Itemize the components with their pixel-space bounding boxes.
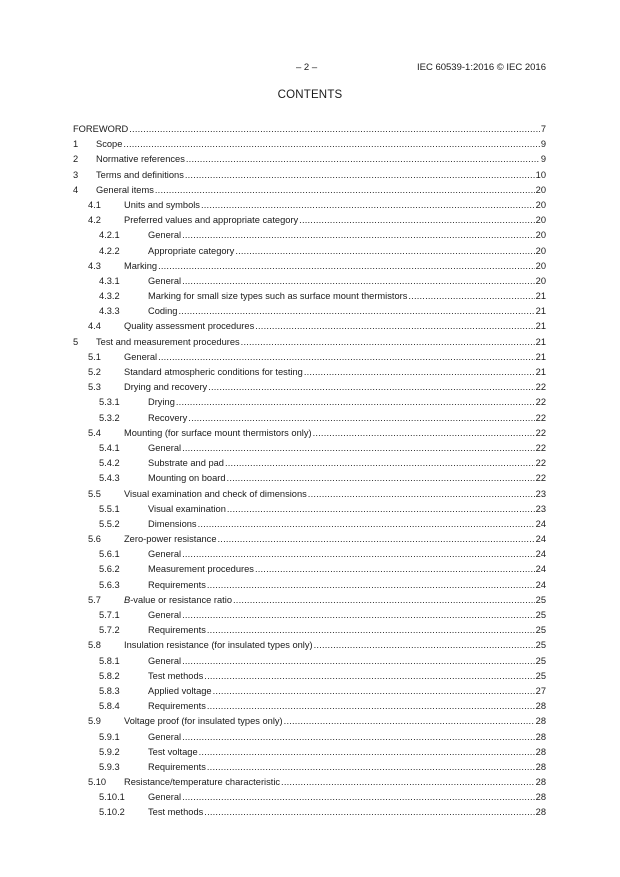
toc-entry-title (148, 790, 182, 805)
toc-leader-dots (308, 487, 535, 502)
toc-entry-title-text: Visual examination (148, 503, 226, 514)
toc-leader-dots (182, 547, 535, 562)
toc-entry-page: 9 (540, 139, 546, 150)
toc-entry-number: 5.10.1 (99, 792, 125, 803)
toc-entry-page: 24 (535, 518, 546, 529)
toc-entry-title-text: Quality assessment procedures (124, 321, 255, 332)
toc-entry-title (148, 805, 204, 820)
toc-entry[interactable] (73, 122, 546, 137)
toc-entry-title (148, 654, 182, 669)
toc-entry-number: 5.10.2 (99, 807, 125, 818)
toc-entry-title (148, 304, 178, 319)
toc-entry-number: 4.2.1 (99, 230, 120, 241)
toc-entry-title-text: Measurement procedures (148, 564, 254, 575)
toc-leader-dots (281, 775, 535, 790)
toc-entry-title (96, 152, 186, 167)
toc-entry-number: 5.5 (88, 488, 101, 499)
toc-entry-title (148, 441, 182, 456)
toc-entry-title (124, 714, 284, 729)
toc-entry-page: 23 (535, 503, 546, 514)
toc-entry-number: 4.4 (88, 321, 101, 332)
toc-entry[interactable] (73, 213, 546, 228)
toc-entry[interactable] (73, 365, 546, 380)
toc-entry[interactable] (73, 228, 546, 243)
toc-entry[interactable] (73, 669, 546, 684)
toc-entry-number: 4.3.2 (99, 291, 120, 302)
toc-entry[interactable] (73, 638, 546, 653)
toc-entry-number: 5.7 (88, 594, 101, 605)
toc-leader-dots (182, 441, 535, 456)
toc-entry-number: 5.10 (88, 777, 107, 788)
toc-entry-page: 28 (535, 761, 546, 772)
toc-entry-title (124, 259, 158, 274)
toc-entry[interactable] (73, 775, 546, 790)
toc-leader-dots (178, 304, 534, 319)
toc-entry-number: 5.6.1 (99, 549, 120, 560)
toc-entry-page: 28 (535, 731, 546, 742)
toc-entry-page: 21 (535, 336, 546, 347)
toc-entry-title (73, 122, 129, 137)
toc-entry-title-text: General (148, 792, 182, 803)
toc-entry[interactable] (73, 183, 546, 198)
toc-entry-page: 21 (535, 306, 546, 317)
toc-entry-title-text: General (148, 442, 182, 453)
toc-entry-number: 5.5.1 (99, 503, 120, 514)
toc-entry-page: 22 (535, 427, 546, 438)
toc-entry-number: 5.7.1 (99, 610, 120, 620)
toc-entry-page: 25 (535, 670, 546, 681)
toc-entry-title-text: Visual examination and check of dimensions (124, 488, 307, 499)
toc-entry-number: 5.1 (88, 351, 101, 362)
toc-entry-title (124, 365, 304, 380)
toc-entry-title-text: Normative references (96, 154, 185, 165)
toc-entry[interactable] (73, 456, 546, 471)
toc-entry-number: 5.9.2 (99, 746, 120, 757)
toc-entry-title-text: Requirements (148, 761, 206, 772)
toc-entry-page: 24 (535, 564, 546, 575)
toc-entry-page: 22 (535, 458, 546, 469)
toc-entry-title (148, 623, 207, 638)
toc-entry-page: 25 (535, 594, 546, 605)
toc-entry[interactable] (73, 593, 546, 608)
toc-entry[interactable] (73, 426, 546, 441)
toc-entry-page: 20 (535, 215, 546, 226)
toc-entry-title (148, 228, 182, 243)
toc-leader-dots (158, 350, 535, 365)
toc-leader-dots (284, 714, 535, 729)
toc-leader-dots (227, 471, 535, 486)
toc-entry-number: 3 (73, 169, 79, 180)
toc-entry[interactable] (73, 562, 546, 577)
toc-entry-number: 5.6.2 (99, 564, 120, 575)
toc-entry[interactable] (73, 274, 546, 289)
toc-entry-number: 5.3.1 (99, 397, 120, 408)
toc-entry-page: 22 (535, 382, 546, 393)
toc-entry-number: 5.6.3 (99, 579, 120, 590)
toc-entry-number: 5.9.1 (99, 731, 120, 742)
toc-entry-title (148, 699, 207, 714)
toc-entry-page: 22 (535, 442, 546, 453)
toc-entry-title-text: Drying and recovery (124, 382, 208, 393)
toc-entry-number: 5.4 (88, 427, 101, 438)
toc-leader-dots (255, 562, 535, 577)
toc-entry[interactable] (73, 259, 546, 274)
toc-entry[interactable] (73, 805, 546, 820)
toc-leader-dots (208, 380, 534, 395)
toc-entry-number: 5.3.2 (99, 412, 120, 423)
toc-entry-title-text: Voltage proof (for insulated types only) (124, 716, 283, 727)
toc-entry[interactable] (73, 335, 546, 350)
toc-entry-page: 24 (535, 534, 546, 545)
toc-entry-title-text: General (148, 610, 182, 620)
toc-entry-number: 5.6 (88, 534, 101, 545)
toc-entry-page: 23 (535, 488, 546, 499)
toc-entry-title-text: Resistance/temperature characteristic (124, 777, 281, 788)
toc-entry-title-text: Test voltage (148, 746, 198, 757)
toc-leader-dots (207, 578, 535, 593)
toc-entry-number: 5.4.2 (99, 458, 120, 469)
toc-leader-dots (313, 426, 535, 441)
toc-entry[interactable] (73, 502, 546, 517)
toc-entry-page: 21 (535, 367, 546, 377)
toc-entry-title-text: General (148, 731, 182, 742)
toc-entry-title-text: Dimensions (148, 518, 197, 529)
toc-leader-dots (129, 122, 540, 137)
toc-entry-page: 21 (535, 351, 546, 362)
toc-entry-page: 20 (535, 245, 546, 256)
toc-entry-title (148, 547, 182, 562)
toc-entry[interactable] (73, 578, 546, 593)
toc-entry[interactable] (73, 532, 546, 547)
toc-entry-title-text: Recovery (148, 412, 188, 423)
toc-entry-number: 4.3.1 (99, 275, 120, 286)
toc-leader-dots (241, 335, 535, 350)
toc-entry-number: 5.3 (88, 382, 101, 393)
toc-entry[interactable] (73, 730, 546, 745)
toc-leader-dots (233, 593, 535, 608)
toc-entry-title-text: Mounting on board (148, 473, 226, 484)
toc-entry-title-text: Applied voltage (148, 685, 212, 696)
toc-leader-dots (188, 411, 534, 426)
toc-entry[interactable] (73, 487, 546, 502)
toc-entry[interactable] (73, 684, 546, 699)
toc-entry-title (148, 456, 225, 471)
toc-entry[interactable] (73, 790, 546, 805)
toc-entry-title (148, 274, 182, 289)
toc-entry[interactable] (73, 319, 546, 334)
toc-leader-dots (207, 623, 535, 638)
toc-leader-dots (299, 213, 534, 228)
toc-entry-title (124, 350, 158, 365)
toc-entry-title (148, 730, 182, 745)
toc-entry-title-text: Requirements (148, 625, 206, 636)
toc-entry-title-text: General items (96, 184, 154, 195)
toc-entry-number: 4.2 (88, 215, 101, 226)
toc-entry-title (124, 426, 313, 441)
toc-leader-dots (255, 319, 534, 334)
toc-entry-page: 28 (535, 701, 546, 712)
toc-entry-title-text: Requirements (148, 701, 206, 712)
toc-entry-title-text: -value or resistance ratio (130, 594, 232, 605)
toc-entry-number: 5.8.3 (99, 685, 120, 696)
toc-entry-number: 4.3.3 (99, 306, 120, 317)
toc-entry-title (148, 745, 199, 760)
toc-entry-number: 5.8 (88, 640, 101, 651)
toc-entry-number: 5.5.2 (99, 518, 120, 529)
toc-entry[interactable] (73, 654, 546, 669)
toc-entry-title-text: FOREWORD (73, 124, 129, 134)
page-header (0, 62, 620, 76)
toc-leader-dots (227, 502, 535, 517)
toc-leader-dots (225, 456, 535, 471)
toc-entry-title-text: Substrate and pad (148, 458, 224, 469)
toc-entry-title (148, 411, 188, 426)
toc-entry-title (148, 244, 235, 259)
toc-entry-number: 5.8.2 (99, 670, 120, 681)
page-title: CONTENTS (277, 89, 343, 101)
toc-entry-title-text: General (148, 275, 182, 286)
toc-entry-title-text: General (148, 230, 182, 241)
toc-leader-dots (304, 365, 535, 380)
toc-entry-title (124, 198, 201, 213)
toc-entry[interactable] (73, 380, 546, 395)
toc-entry-page: 28 (535, 716, 546, 727)
toc-leader-dots (158, 259, 535, 274)
toc-entry-page: 28 (535, 807, 546, 818)
toc-leader-dots (201, 198, 535, 213)
toc-entry[interactable] (73, 760, 546, 775)
toc-entry-page: 25 (535, 610, 546, 620)
toc-entry-page: 22 (535, 473, 546, 484)
toc-leader-dots (204, 805, 534, 820)
toc-entry-title (148, 502, 227, 517)
toc-entry-title-text: Drying (148, 397, 175, 408)
toc-entry-title (148, 608, 182, 623)
toc-leader-dots (199, 745, 535, 760)
toc-entry-number: 4.1 (88, 199, 101, 210)
toc-entry-page: 24 (535, 549, 546, 560)
toc-entry-title-text: General (148, 655, 182, 666)
toc-entry-title (148, 760, 207, 775)
toc-entry-number: 5.7.2 (99, 625, 120, 636)
toc-entry-number: 4.2.2 (99, 245, 120, 256)
toc-entry-title-text: General (148, 549, 182, 560)
toc-entry[interactable] (73, 745, 546, 760)
toc-leader-dots (182, 730, 535, 745)
toc-entry-page: 22 (535, 412, 546, 423)
toc-entry-title (148, 471, 227, 486)
toc-leader-dots (182, 654, 535, 669)
toc-entry[interactable] (73, 350, 546, 365)
toc-entry-number: 5.8.4 (99, 701, 120, 712)
toc-entry[interactable] (73, 411, 546, 426)
toc-leader-dots (182, 274, 535, 289)
toc-entry-page: 28 (535, 777, 546, 788)
toc-entry-title-text: Marking (124, 260, 158, 271)
toc-entry-title-text: Coding (148, 306, 178, 317)
toc-entry-page: 20 (535, 199, 546, 210)
toc-entry[interactable] (73, 395, 546, 410)
toc-leader-dots (213, 684, 535, 699)
toc-entry-number: 2 (73, 154, 79, 165)
toc-entry-number: 5.2 (88, 367, 101, 377)
toc-entry-title (124, 380, 208, 395)
toc-entry-page: 20 (535, 230, 546, 241)
toc-entry-number: 5.4.1 (99, 442, 120, 453)
toc-entry-number: 5.9 (88, 716, 101, 727)
toc-entry-title (148, 395, 176, 410)
toc-entry-page: 21 (535, 321, 546, 332)
toc-entry-title-text: Test methods (148, 670, 204, 681)
toc-entry[interactable] (73, 623, 546, 638)
toc-leader-dots (155, 183, 535, 198)
toc-entry-number: 5.9.3 (99, 761, 120, 772)
toc-entry-title (148, 562, 255, 577)
toc-entry-title (124, 487, 308, 502)
toc-entry-title (124, 775, 281, 790)
toc-entry-title (124, 319, 255, 334)
toc-leader-dots (207, 760, 535, 775)
page-number: – 2 – (296, 62, 318, 73)
toc-entry-number: 5.8.1 (99, 655, 120, 666)
toc-entry-title (96, 168, 185, 183)
toc-entry-page: 20 (535, 184, 546, 195)
toc-leader-dots (123, 137, 539, 152)
toc-leader-dots (198, 517, 535, 532)
toc-entry[interactable] (73, 547, 546, 562)
toc-entry[interactable] (73, 471, 546, 486)
toc-entry-page: 21 (535, 291, 546, 302)
toc-entry-number: 5 (73, 336, 79, 347)
toc-entry-title (124, 593, 233, 608)
toc-entry[interactable] (73, 198, 546, 213)
toc-leader-dots (186, 152, 540, 167)
toc-entry-title (96, 137, 123, 152)
toc-entry-title-text: Insulation resistance (for insulated types only) (124, 640, 313, 651)
toc-leader-dots (314, 638, 535, 653)
toc-leader-dots (204, 669, 534, 684)
toc-entry-page: 24 (535, 579, 546, 590)
toc-entry[interactable] (73, 152, 546, 167)
toc-entry-number: 5.4.3 (99, 473, 120, 484)
toc-leader-dots (408, 289, 534, 304)
toc-leader-dots (176, 395, 535, 410)
toc-entry-page: 25 (535, 640, 546, 651)
toc-entry-page: 10 (535, 169, 546, 180)
toc-entry-title-text: Scope (96, 139, 123, 150)
toc-leader-dots (182, 790, 535, 805)
toc-entry-page: 25 (535, 655, 546, 666)
toc-entry-title-text: Test methods (148, 807, 204, 818)
toc-entry-page: 20 (535, 260, 546, 271)
toc-entry-page: 27 (535, 685, 546, 696)
toc-entry-title (124, 638, 314, 653)
toc-entry[interactable] (73, 699, 546, 714)
toc-leader-dots (182, 608, 535, 623)
toc-entry-page: 28 (535, 792, 546, 803)
toc-entry[interactable] (73, 714, 546, 729)
toc-entry[interactable] (73, 441, 546, 456)
table-of-contents (73, 122, 546, 821)
toc-entry-number: 4 (73, 184, 79, 195)
toc-entry[interactable] (73, 608, 546, 623)
toc-entry-number: 1 (73, 139, 79, 150)
toc-entry-title-text: Test and measurement procedures (96, 336, 240, 347)
toc-entry-title-text: Terms and definitions (96, 169, 184, 180)
toc-entry-title (124, 532, 218, 547)
toc-entry[interactable] (73, 137, 546, 152)
toc-entry-page: 7 (540, 124, 546, 134)
toc-entry-page: 9 (540, 154, 546, 165)
toc-entry-title-text: General (124, 351, 158, 362)
toc-leader-dots (235, 244, 534, 259)
toc-entry-title (148, 684, 213, 699)
toc-leader-dots (207, 699, 535, 714)
toc-entry-title (148, 578, 207, 593)
toc-leader-dots (185, 168, 535, 183)
toc-entry-title-text: Requirements (148, 579, 206, 590)
toc-entry[interactable] (73, 244, 546, 259)
toc-entry-title (148, 517, 198, 532)
toc-entry-title (96, 335, 241, 350)
toc-entry-title-text: Marking for small size types such as surface mount thermistors (148, 291, 408, 302)
toc-entry-title-italic: B (124, 594, 131, 605)
toc-entry-title-text: Zero-power resistance (124, 534, 217, 545)
toc-entry-page: 28 (535, 746, 546, 757)
toc-entry-title (96, 183, 155, 198)
toc-entry-title-text: Mounting (for surface mount thermistors only) (124, 427, 312, 438)
toc-entry-title-text: Units and symbols (124, 199, 200, 210)
toc-entry-page: 22 (535, 397, 546, 408)
toc-entry-title-text: Standard atmospheric conditions for testing (124, 367, 303, 377)
toc-entry-page: 20 (535, 275, 546, 286)
toc-entry-title (148, 669, 204, 684)
toc-entry-title (124, 213, 299, 228)
toc-entry[interactable] (73, 304, 546, 319)
toc-entry-page: 25 (535, 625, 546, 636)
toc-entry[interactable] (73, 168, 546, 183)
toc-entry-title-text: Appropriate category (148, 245, 235, 256)
toc-entry-number: 4.3 (88, 260, 101, 271)
document-id: IEC 60539-1:2016 © IEC 2016 (416, 62, 546, 73)
toc-entry-title (148, 289, 408, 304)
toc-entry[interactable] (73, 289, 546, 304)
toc-leader-dots (182, 228, 535, 243)
toc-leader-dots (218, 532, 535, 547)
toc-entry-title-text: Preferred values and appropriate category (124, 215, 299, 226)
toc-entry[interactable] (73, 517, 546, 532)
